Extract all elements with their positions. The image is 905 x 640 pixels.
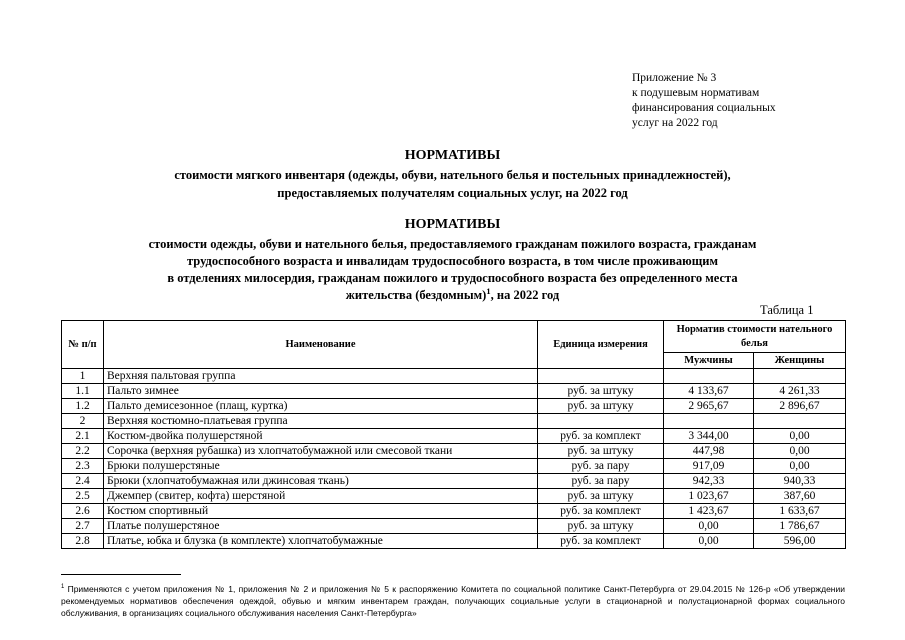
row-name: Пальто зимнее — [104, 384, 538, 399]
row-name: Брюки полушерстяные — [104, 459, 538, 474]
row-men: 917,09 — [664, 459, 754, 474]
header-men: Мужчины — [664, 353, 754, 369]
row-name: Пальто демисезонное (плащ, куртка) — [104, 399, 538, 414]
table-row — [62, 429, 846, 444]
footnote — [61, 583, 845, 619]
row-men: 1 023,67 — [664, 489, 754, 504]
footnote-rule — [61, 574, 181, 575]
row-men: 0,00 — [664, 519, 754, 534]
heading1-line: предоставляемых получателям социальных услуг, на 2022 год — [277, 186, 628, 200]
row-num: 1.2 — [62, 399, 104, 414]
header-unit: Единица измерения — [538, 321, 664, 369]
row-name: Платье полушерстяное — [104, 519, 538, 534]
row-women — [754, 414, 846, 429]
row-name: Сорочка (верхняя рубашка) из хлопчатобумажной или смесовой ткани — [104, 444, 538, 459]
row-unit: руб. за пару — [538, 474, 664, 489]
header-num: № п/п — [62, 321, 104, 369]
heading2-line: в отделениях милосердия, гражданам пожилого и трудоспособного возраста без определенного места — [167, 271, 738, 285]
heading2-line4-end: , на 2022 год — [490, 288, 560, 302]
row-unit: руб. за комплект — [538, 504, 664, 519]
row-women: 1 786,67 — [754, 519, 846, 534]
row-num: 2.7 — [62, 519, 104, 534]
row-name: Костюм-двойка полушерстяной — [104, 429, 538, 444]
row-unit: руб. за штуку — [538, 384, 664, 399]
row-men: 942,33 — [664, 474, 754, 489]
footnote-ref: 1 — [486, 285, 491, 296]
footnote-mark: 1 — [61, 584, 65, 591]
heading2-line: трудоспособного возраста и инвалидам трудоспособного возраста, в том числе проживающим — [187, 254, 718, 268]
row-unit: руб. за штуку — [538, 519, 664, 534]
heading2-line — [0, 287, 905, 304]
table-row — [62, 369, 846, 384]
row-men: 1 423,67 — [664, 504, 754, 519]
heading1-line: стоимости мягкого инвентаря (одежды, обуви, нательного белья и постельных принадлежностей), — [174, 168, 731, 182]
row-women: 2 896,67 — [754, 399, 846, 414]
table-row — [62, 384, 846, 399]
row-men: 447,98 — [664, 444, 754, 459]
row-women: 1 633,67 — [754, 504, 846, 519]
appendix-line: финансирования социальных — [632, 102, 776, 114]
row-unit: руб. за комплект — [538, 534, 664, 549]
row-men: 0,00 — [664, 534, 754, 549]
row-unit: руб. за штуку — [538, 399, 664, 414]
table-row — [62, 489, 846, 504]
row-unit: руб. за штуку — [538, 489, 664, 504]
row-num: 1 — [62, 369, 104, 384]
table-row — [62, 444, 846, 459]
header-women: Женщины — [754, 353, 846, 369]
row-name: Джемпер (свитер, кофта) шерстяной — [104, 489, 538, 504]
table-row — [62, 504, 846, 519]
heading1-title: НОРМАТИВЫ — [404, 148, 501, 163]
table-row — [62, 534, 846, 549]
table-row — [62, 459, 846, 474]
row-women: 596,00 — [754, 534, 846, 549]
header-name: Наименование — [104, 321, 538, 369]
norms-table — [61, 320, 846, 549]
row-name: Костюм спортивный — [104, 504, 538, 519]
row-num: 2.4 — [62, 474, 104, 489]
row-num: 1.1 — [62, 384, 104, 399]
row-unit: руб. за штуку — [538, 444, 664, 459]
footnote-text: Применяются с учетом приложения № 1, приложения № 2 и приложения № 5 к распоряжению Комитета по социальной политике Санкт-Петербурга от 29.04.2015 № 126-р «Об утверждении рекомендуемых нормативов обеспечения одеждой, обувью и мягким инвентарем граждан, получающих социальные услуги в стационарной и полустационарной формах социального обслуживания, в организациях социального обслуживания населения Санкт-Петербурга» — [61, 584, 845, 618]
header-norm: Норматив стоимости нательного белья — [664, 321, 846, 353]
row-men — [664, 414, 754, 429]
row-men: 2 965,67 — [664, 399, 754, 414]
appendix-line: Приложение № 3 — [632, 72, 717, 84]
row-num: 2.2 — [62, 444, 104, 459]
row-unit: руб. за пару — [538, 459, 664, 474]
appendix-note — [632, 71, 776, 131]
row-num: 2.3 — [62, 459, 104, 474]
row-num: 2.6 — [62, 504, 104, 519]
table-label: Таблица 1 — [760, 303, 814, 317]
row-men: 3 344,00 — [664, 429, 754, 444]
row-women: 387,60 — [754, 489, 846, 504]
row-women: 0,00 — [754, 459, 846, 474]
table-row — [62, 414, 846, 429]
appendix-line: к подушевым нормативам — [632, 87, 760, 99]
row-women: 0,00 — [754, 444, 846, 459]
row-num: 2 — [62, 414, 104, 429]
appendix-line: услуг на 2022 год — [632, 117, 718, 129]
row-unit — [538, 414, 664, 429]
row-unit: руб. за комплект — [538, 429, 664, 444]
row-women: 940,33 — [754, 474, 846, 489]
table-row — [62, 399, 846, 414]
heading2-line4-text: жительства (бездомным) — [345, 288, 487, 302]
heading2-line: стоимости одежды, обуви и нательного белья, предоставляемого гражданам пожилого возраста, гражданам — [148, 237, 757, 251]
row-name: Верхняя пальтовая группа — [104, 369, 538, 384]
row-num: 2.5 — [62, 489, 104, 504]
row-men — [664, 369, 754, 384]
row-men: 4 133,67 — [664, 384, 754, 399]
row-women: 0,00 — [754, 429, 846, 444]
row-name: Верхняя костюмно-платьевая группа — [104, 414, 538, 429]
row-women: 4 261,33 — [754, 384, 846, 399]
row-num: 2.1 — [62, 429, 104, 444]
row-name: Брюки (хлопчатобумажная или джинсовая ткань) — [104, 474, 538, 489]
row-unit — [538, 369, 664, 384]
row-name: Платье, юбка и блузка (в комплекте) хлопчатобумажные — [104, 534, 538, 549]
table-row — [62, 474, 846, 489]
table-row — [62, 519, 846, 534]
heading2-title: НОРМАТИВЫ — [404, 217, 501, 232]
row-women — [754, 369, 846, 384]
row-num: 2.8 — [62, 534, 104, 549]
